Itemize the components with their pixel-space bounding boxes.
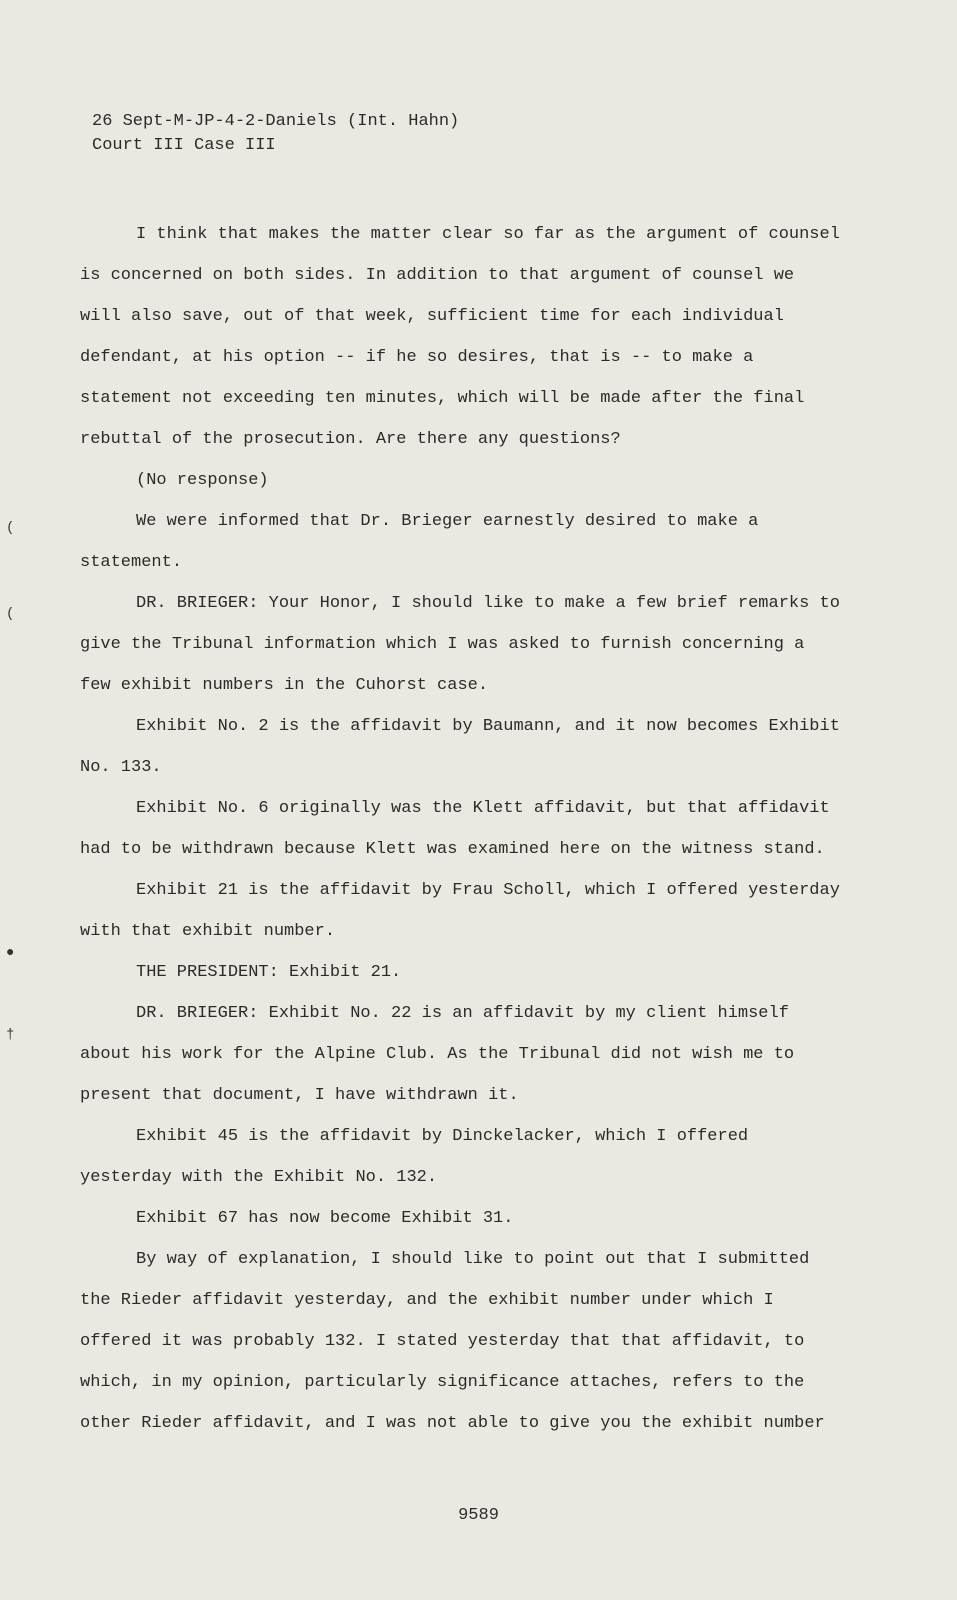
paragraph-explanation: By way of explanation, I should like to point out that I submitted the Rieder affidavit yesterday, and the exhibit number under which I offered it was probably 132. I stated yesterday that that affidavit, to which, in my opinion, particularly significance attaches, refers to the other Rieder affidavit, and I was not able to give you the exhibit number (80, 1250, 825, 1433)
paragraph-brieger-statement: DR. BRIEGER: Your Honor, I should like to make a few brief remarks to give the Tribunal information which I was asked to furnish concerning a few exhibit numbers in the Cuhorst case. (80, 594, 840, 695)
paragraph-exhibit-2: Exhibit No. 2 is the affidavit by Baumann, and it now becomes Exhibit No. 133. (80, 717, 840, 777)
margin-mark: ● (6, 945, 15, 961)
margin-mark: ( (6, 520, 15, 536)
transcript-body (80, 214, 840, 1444)
paragraph-president-remarks: I think that makes the matter clear so far as the argument of counsel is concerned on both sides. In addition to that argument of counsel we will also save, out of that week, sufficient time for each individual defendant, at his option -- if he so desires, that is -- to make a statement not exceeding ten minutes, which will be made after the final rebuttal of the prosecution. Are there any questions? (80, 225, 840, 449)
paragraph-brieger-request: We were informed that Dr. Brieger earnestly desired to make a statement. (80, 512, 759, 572)
paragraph-exhibit-45: Exhibit 45 is the affidavit by Dinckelacker, which I offered yesterday with the Exhibit No. 132. (80, 1127, 749, 1187)
paragraph-exhibit-22: DR. BRIEGER: Exhibit No. 22 is an affidavit by my client himself about his work for the Alpine Club. As the Tribunal did not wish me to present that document, I have withdrawn it. (80, 1004, 795, 1105)
paragraph-exhibit-21: Exhibit 21 is the affidavit by Frau Scholl, which I offered yesterday with that exhibit number. (80, 881, 840, 941)
paragraph-exhibit-67: Exhibit 67 has now become Exhibit 31. (136, 1209, 514, 1228)
margin-mark: † (6, 1027, 15, 1043)
paragraph-exhibit-6: Exhibit No. 6 originally was the Klett affidavit, but that affidavit had to be withdrawn because Klett was examined here on the witness stand. (80, 799, 830, 859)
paragraph-no-response: (No response) (136, 471, 269, 490)
margin-mark: ( (6, 606, 15, 622)
header-session-line: 26 Sept-M-JP-4-2-Daniels (Int. Hahn) (92, 112, 460, 131)
header-court-line: Court III Case III (92, 136, 276, 155)
page-number: 9589 (458, 1506, 499, 1525)
paragraph-president-exhibit-21: THE PRESIDENT: Exhibit 21. (136, 963, 402, 982)
page-header (92, 110, 459, 158)
